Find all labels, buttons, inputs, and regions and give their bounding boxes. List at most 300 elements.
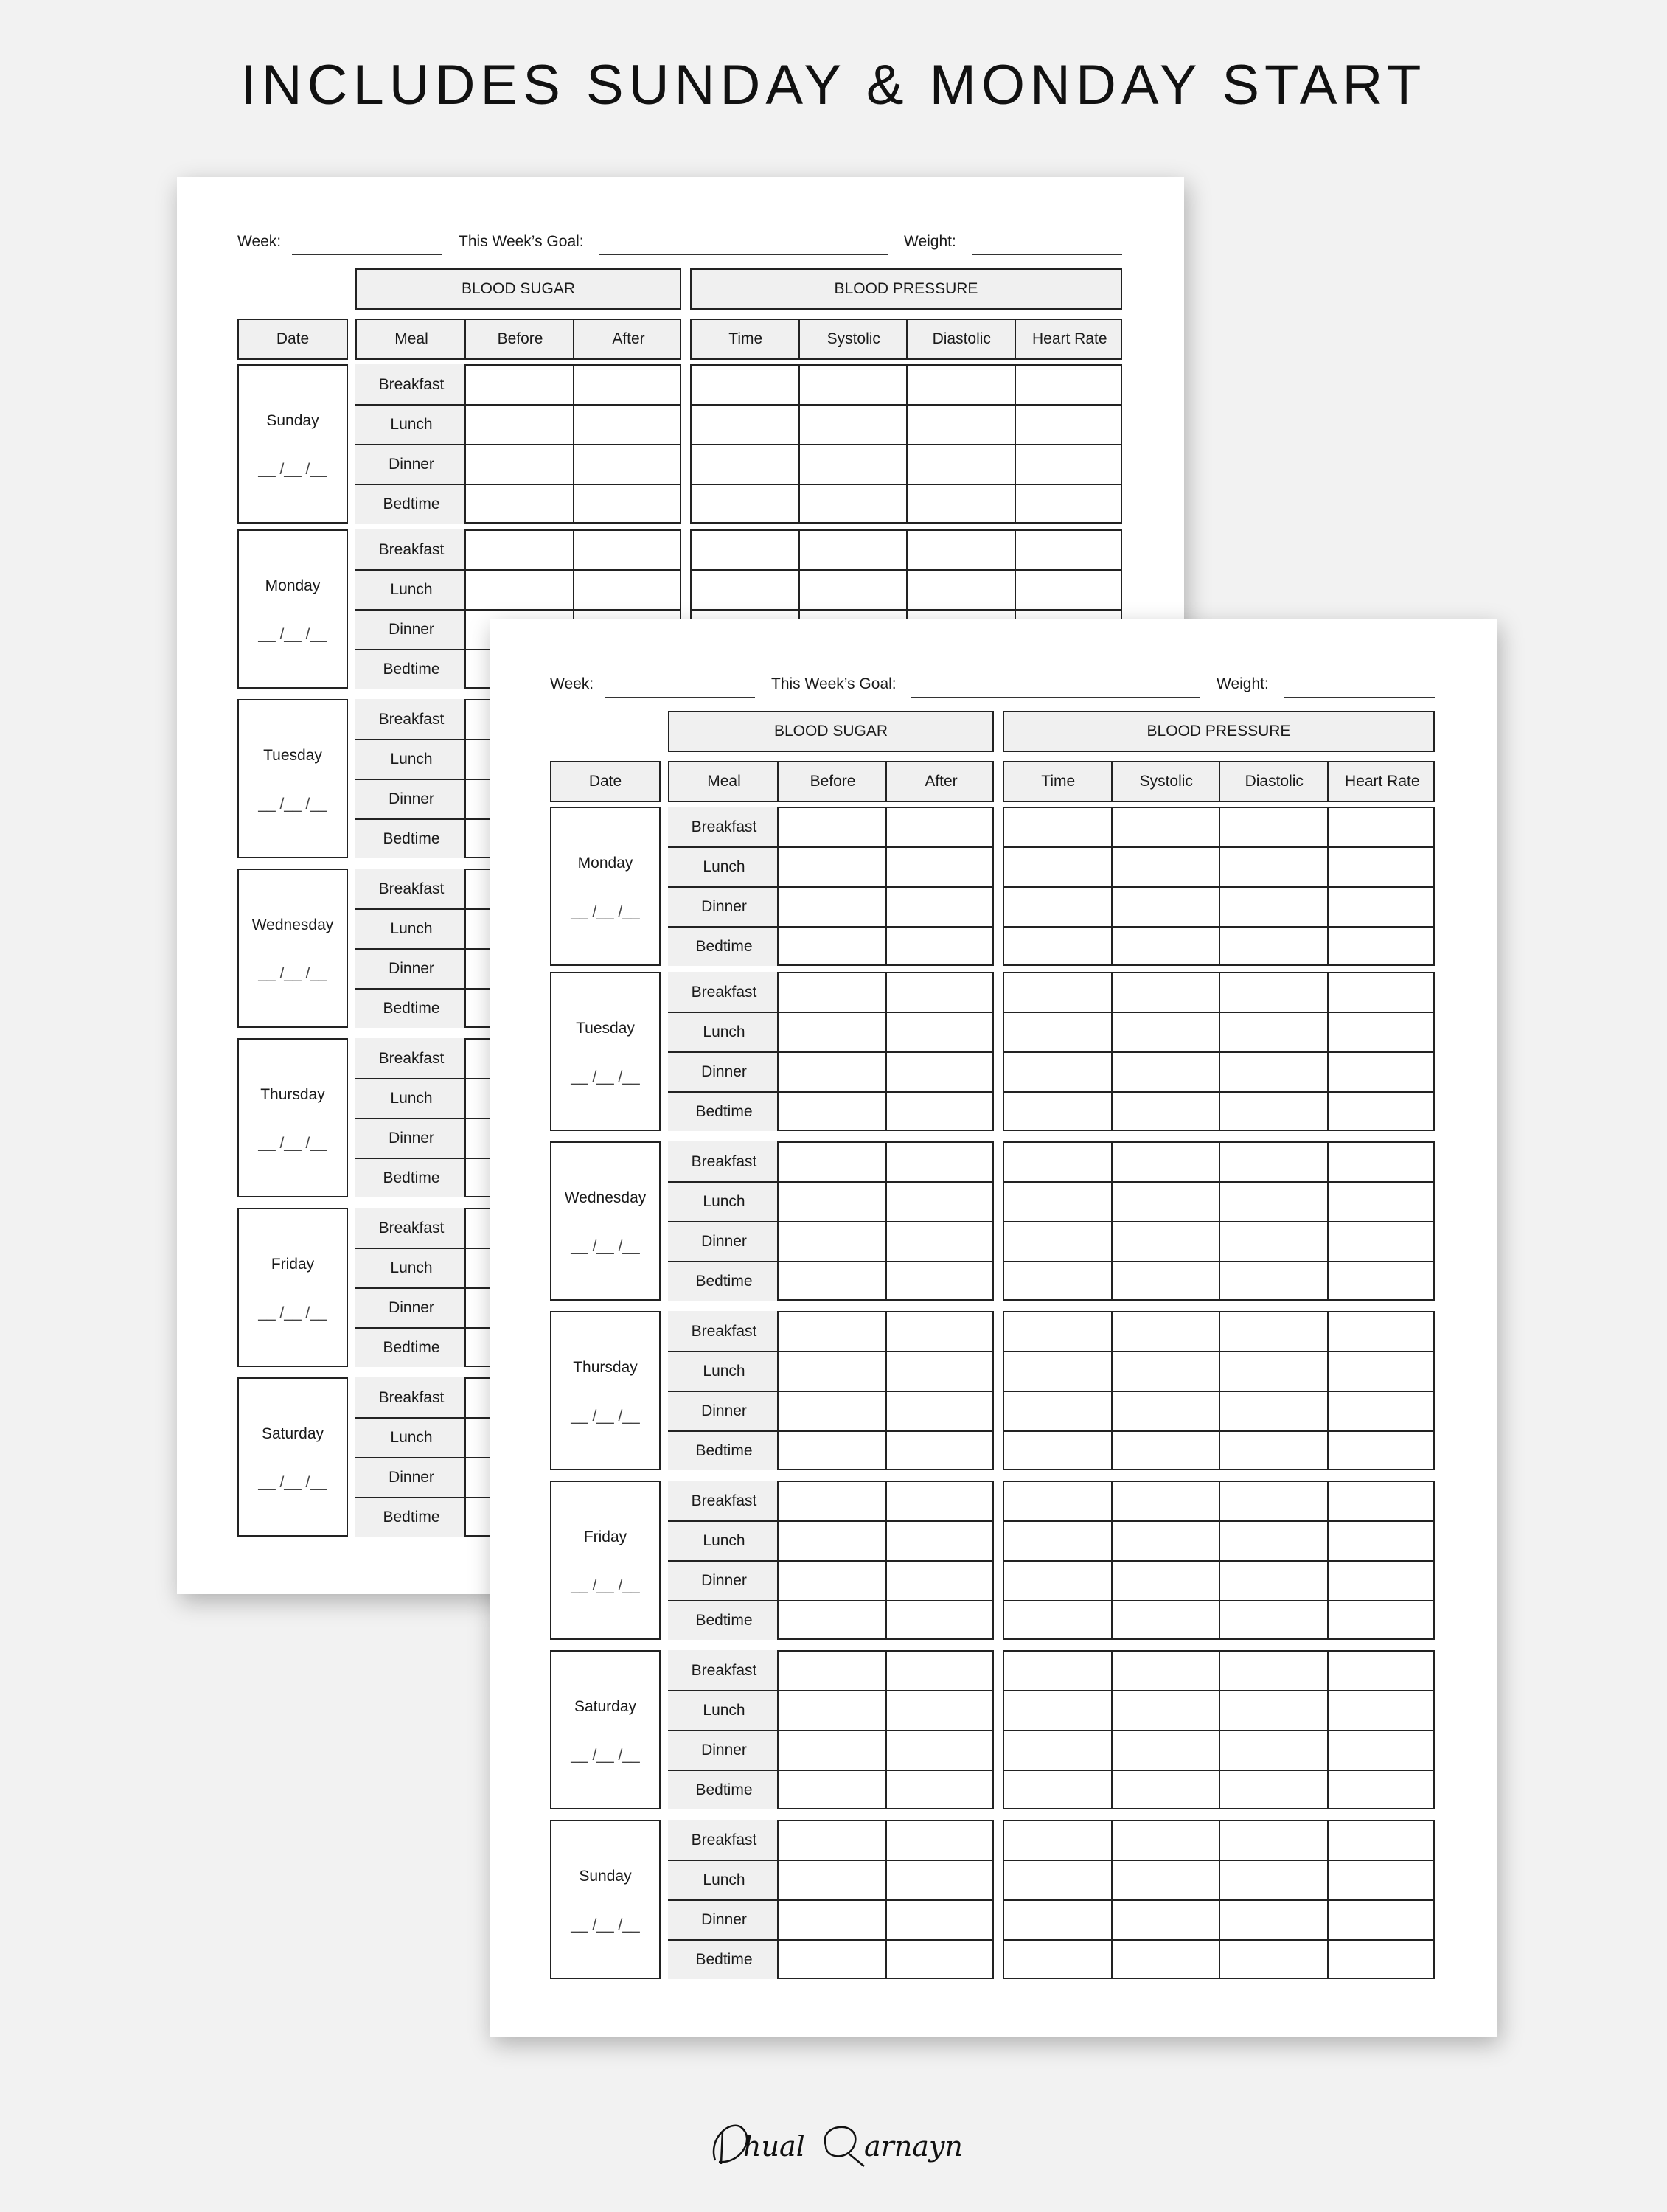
meal-label-text: Dinner — [701, 1742, 747, 1759]
after-cell[interactable] — [887, 1262, 995, 1302]
blood-pressure-cell[interactable] — [1004, 1093, 1113, 1133]
meal-label-lunch — [669, 1183, 779, 1222]
blood-pressure-cell[interactable] — [908, 445, 1016, 485]
blood-pressure-cell[interactable] — [1113, 1222, 1221, 1262]
blood-pressure-cell[interactable] — [1004, 1392, 1113, 1432]
before-cell[interactable] — [779, 1941, 887, 1980]
blood-pressure-cell[interactable] — [1004, 1691, 1113, 1731]
blood-pressure-cell[interactable] — [1220, 848, 1329, 888]
after-cell[interactable] — [887, 1093, 995, 1133]
before-cell[interactable] — [779, 1771, 887, 1811]
day-label: Sunday — [266, 412, 319, 429]
blood-pressure-cell[interactable] — [1220, 1601, 1329, 1641]
column-divider — [885, 1820, 887, 1979]
blood-pressure-cell[interactable] — [1113, 1652, 1221, 1691]
blood-pressure-cell[interactable] — [908, 366, 1016, 406]
meal-label-text: Bedtime — [383, 1000, 440, 1017]
blood-pressure-cell[interactable] — [1220, 1183, 1329, 1222]
blood-pressure-cell[interactable] — [692, 531, 800, 571]
meal-label-dinner — [357, 611, 466, 650]
blood-pressure-cell[interactable] — [1004, 1143, 1113, 1183]
goal-field[interactable] — [911, 697, 1200, 698]
blood-pressure-cell[interactable] — [1113, 928, 1221, 967]
blood-pressure-cell[interactable] — [1113, 973, 1221, 1013]
after-cell[interactable] — [887, 1821, 995, 1861]
date-placeholder[interactable]: __ /__ /__ — [571, 903, 640, 920]
blood-pressure-cell[interactable] — [1329, 1562, 1437, 1601]
before-cell[interactable] — [466, 485, 574, 525]
blood-pressure-cell[interactable] — [1004, 1013, 1113, 1053]
blood-pressure-cell[interactable] — [1220, 1941, 1329, 1980]
blood-pressure-cell[interactable] — [1004, 1312, 1113, 1352]
blood-pressure-cell[interactable] — [1220, 1262, 1329, 1302]
meal-label-bedtime — [669, 1093, 779, 1133]
column-divider — [1111, 1141, 1113, 1301]
day-label: Monday — [577, 855, 633, 872]
blood-pressure-cell[interactable] — [1113, 1183, 1221, 1222]
blood-pressure-block-friday — [1003, 1481, 1435, 1640]
blood-pressure-cell[interactable] — [1113, 1312, 1221, 1352]
blood-pressure-cell[interactable] — [1329, 973, 1437, 1013]
date-placeholder[interactable]: __ /__ /__ — [258, 1474, 327, 1491]
column-header-heart-rate — [1329, 762, 1437, 801]
blood-pressure-cell[interactable] — [692, 485, 800, 525]
blood-pressure-cell[interactable] — [1004, 928, 1113, 967]
day-date-cell-tuesday[interactable] — [237, 699, 348, 858]
blood-pressure-cell[interactable] — [1329, 1522, 1437, 1562]
column-divider — [777, 1481, 779, 1640]
blood-pressure-cell[interactable] — [1004, 808, 1113, 848]
blood-pressure-cell[interactable] — [1329, 1432, 1437, 1472]
column-header-text: Meal — [394, 330, 428, 347]
blood-pressure-cell[interactable] — [1113, 1691, 1221, 1731]
row-divider — [668, 1690, 994, 1691]
blood-pressure-cell[interactable] — [1220, 1562, 1329, 1601]
before-cell[interactable] — [779, 1821, 887, 1861]
blood-pressure-cell[interactable] — [1329, 1093, 1437, 1133]
blood-pressure-cell[interactable] — [1329, 1601, 1437, 1641]
weight-field[interactable] — [972, 254, 1122, 255]
meal-label-text: Dinner — [701, 1063, 747, 1080]
column-header-meal — [669, 762, 779, 801]
after-cell[interactable] — [887, 1432, 995, 1472]
blood-pressure-cell[interactable] — [1113, 1432, 1221, 1472]
day-label: Thursday — [573, 1359, 638, 1376]
blood-pressure-cell[interactable] — [1220, 1522, 1329, 1562]
row-divider — [668, 1012, 994, 1013]
weight-field[interactable] — [1284, 697, 1435, 698]
before-cell[interactable] — [779, 1312, 887, 1352]
after-cell[interactable] — [887, 1601, 995, 1641]
after-cell[interactable] — [887, 1053, 995, 1093]
before-cell[interactable] — [779, 1601, 887, 1641]
blood-pressure-cell[interactable] — [1016, 366, 1124, 406]
blood-pressure-cell[interactable] — [1004, 1861, 1113, 1901]
blood-pressure-cell[interactable] — [1329, 1222, 1437, 1262]
after-cell[interactable] — [574, 485, 683, 525]
column-divider — [464, 1038, 466, 1197]
before-cell[interactable] — [779, 1432, 887, 1472]
after-cell[interactable] — [887, 1183, 995, 1222]
column-divider — [777, 1141, 779, 1301]
blood-pressure-cell[interactable] — [1113, 808, 1221, 848]
blood-pressure-cell[interactable] — [1113, 1941, 1221, 1980]
column-divider — [464, 319, 466, 360]
blood-sugar-heading — [355, 268, 681, 310]
header-fields — [237, 233, 1122, 262]
goal-field[interactable] — [599, 254, 888, 255]
before-cell[interactable] — [779, 1731, 887, 1771]
before-cell[interactable] — [779, 1183, 887, 1222]
blood-pressure-cell[interactable] — [1329, 1312, 1437, 1352]
blood-pressure-cell[interactable] — [1220, 928, 1329, 967]
blood-pressure-cell[interactable] — [1220, 1352, 1329, 1392]
blood-pressure-cell[interactable] — [1220, 1432, 1329, 1472]
column-header-after — [574, 320, 683, 358]
column-divider — [777, 972, 779, 1131]
blood-pressure-cell[interactable] — [1004, 1901, 1113, 1941]
blood-pressure-cell[interactable] — [1113, 1562, 1221, 1601]
meal-label-text: Bedtime — [695, 1781, 753, 1798]
after-cell[interactable] — [887, 1222, 995, 1262]
day-date-cell-thursday[interactable] — [550, 1311, 661, 1470]
column-divider — [885, 972, 887, 1131]
meal-label-text: Breakfast — [378, 541, 445, 558]
meal-label-dinner — [669, 1901, 779, 1941]
before-cell[interactable] — [779, 1143, 887, 1183]
blood-pressure-cell[interactable] — [1329, 1691, 1437, 1731]
blood-pressure-cell[interactable] — [1329, 1821, 1437, 1861]
blood-pressure-cell[interactable] — [800, 406, 908, 445]
blood-pressure-cell[interactable] — [1113, 1482, 1221, 1522]
meal-label-breakfast — [669, 1821, 779, 1861]
day-date-cell-monday[interactable] — [237, 529, 348, 689]
blood-pressure-cell[interactable] — [1004, 1222, 1113, 1262]
blood-pressure-cell[interactable] — [1113, 1262, 1221, 1302]
blood-pressure-cell[interactable] — [1220, 1731, 1329, 1771]
column-divider — [1327, 1141, 1329, 1301]
blood-pressure-cell[interactable] — [1004, 1262, 1113, 1302]
meal-label-bedtime — [357, 1329, 466, 1368]
blood-pressure-cell[interactable] — [692, 366, 800, 406]
meal-label-text: Breakfast — [691, 984, 757, 1001]
column-divider — [1219, 1141, 1220, 1301]
blood-pressure-cell[interactable] — [1004, 1183, 1113, 1222]
before-cell[interactable] — [779, 1262, 887, 1302]
after-cell[interactable] — [887, 1861, 995, 1901]
blood-pressure-cell[interactable] — [1004, 1482, 1113, 1522]
blood-pressure-cell[interactable] — [1004, 1432, 1113, 1472]
blood-pressure-cell[interactable] — [1329, 1392, 1437, 1432]
before-cell[interactable] — [779, 1352, 887, 1392]
date-placeholder[interactable]: __ /__ /__ — [571, 1577, 640, 1594]
before-cell[interactable] — [779, 1482, 887, 1522]
after-cell[interactable] — [887, 1352, 995, 1392]
blood-pressure-cell[interactable] — [1329, 1652, 1437, 1691]
row-divider — [668, 1600, 994, 1601]
meal-label-text: Lunch — [390, 1090, 433, 1107]
after-cell[interactable] — [887, 848, 995, 888]
before-cell[interactable] — [779, 1392, 887, 1432]
blood-pressure-cell[interactable] — [1329, 1771, 1437, 1811]
day-date-cell-thursday[interactable] — [237, 1038, 348, 1197]
blood-pressure-cell[interactable] — [1329, 1941, 1437, 1980]
row-divider — [355, 609, 681, 611]
meal-label-breakfast — [669, 973, 779, 1013]
after-cell[interactable] — [887, 1013, 995, 1053]
blood-pressure-cell[interactable] — [1220, 1093, 1329, 1133]
after-cell[interactable] — [887, 1771, 995, 1811]
blood-pressure-cell[interactable] — [908, 406, 1016, 445]
blood-pressure-cell[interactable] — [1113, 1601, 1221, 1641]
date-placeholder[interactable]: __ /__ /__ — [258, 965, 327, 982]
svg-text:hual: hual — [743, 2130, 805, 2163]
blood-pressure-cell[interactable] — [1220, 1652, 1329, 1691]
blood-pressure-cell[interactable] — [1220, 1013, 1329, 1053]
blood-pressure-cell[interactable] — [1113, 848, 1221, 888]
day-date-cell-friday[interactable] — [237, 1208, 348, 1367]
column-divider — [1327, 1481, 1329, 1640]
blood-pressure-cell[interactable] — [1004, 1652, 1113, 1691]
blood-pressure-cell[interactable] — [1113, 1731, 1221, 1771]
blood-pressure-cell[interactable] — [1113, 888, 1221, 928]
blood-pressure-cell[interactable] — [692, 445, 800, 485]
blood-pressure-cell[interactable] — [1113, 1821, 1221, 1861]
day-date-cell-tuesday[interactable] — [550, 972, 661, 1131]
date-placeholder[interactable]: __ /__ /__ — [258, 796, 327, 813]
column-header-text: Heart Rate — [1344, 773, 1420, 790]
blood-pressure-cell[interactable] — [1329, 1262, 1437, 1302]
blood-pressure-cell[interactable] — [1220, 808, 1329, 848]
blood-pressure-cell[interactable] — [1004, 973, 1113, 1013]
blood-pressure-cell[interactable] — [1113, 1522, 1221, 1562]
date-placeholder[interactable]: __ /__ /__ — [258, 461, 327, 478]
before-cell[interactable] — [466, 406, 574, 445]
blood-pressure-cell[interactable] — [1329, 1143, 1437, 1183]
blood-pressure-cell[interactable] — [1220, 1312, 1329, 1352]
day-date-cell-wednesday[interactable] — [550, 1141, 661, 1301]
blood-pressure-cell[interactable] — [1220, 1143, 1329, 1183]
blood-pressure-cell[interactable] — [1329, 1731, 1437, 1771]
blood-pressure-cell[interactable] — [1004, 1522, 1113, 1562]
before-cell[interactable] — [779, 808, 887, 848]
svg-text:arnayn: arnayn — [864, 2130, 963, 2163]
blood-pressure-cell[interactable] — [1113, 1013, 1221, 1053]
after-cell[interactable] — [574, 531, 683, 571]
date-placeholder[interactable]: __ /__ /__ — [571, 1408, 640, 1425]
meal-label-lunch — [669, 1352, 779, 1392]
after-cell[interactable] — [887, 1731, 995, 1771]
row-divider — [668, 1560, 994, 1562]
blood-pressure-cell[interactable] — [1004, 1821, 1113, 1861]
date-placeholder[interactable]: __ /__ /__ — [571, 1916, 640, 1933]
blood-pressure-cell[interactable] — [1329, 1901, 1437, 1941]
blood-pressure-cell[interactable] — [1004, 1562, 1113, 1601]
date-placeholder[interactable]: __ /__ /__ — [571, 1747, 640, 1764]
meal-label-text: Breakfast — [378, 1220, 445, 1237]
after-cell[interactable] — [574, 366, 683, 406]
before-cell[interactable] — [779, 1522, 887, 1562]
blood-pressure-cell[interactable] — [1220, 1392, 1329, 1432]
day-date-cell-monday[interactable] — [550, 807, 661, 966]
blood-pressure-cell[interactable] — [1004, 1601, 1113, 1641]
before-cell[interactable] — [779, 848, 887, 888]
before-cell[interactable] — [466, 445, 574, 485]
column-header-date — [550, 761, 661, 802]
before-cell[interactable] — [779, 1901, 887, 1941]
blood-pressure-cell[interactable] — [1220, 1222, 1329, 1262]
blood-pressure-cell[interactable] — [908, 531, 1016, 571]
blood-pressure-cell[interactable] — [1016, 406, 1124, 445]
date-placeholder[interactable]: __ /__ /__ — [258, 626, 327, 643]
before-cell[interactable] — [779, 1222, 887, 1262]
blood-pressure-cell[interactable] — [692, 571, 800, 611]
after-cell[interactable] — [887, 808, 995, 848]
blood-pressure-cell[interactable] — [1113, 1143, 1221, 1183]
before-cell[interactable] — [779, 973, 887, 1013]
blood-pressure-cell[interactable] — [1113, 1771, 1221, 1811]
after-cell[interactable] — [887, 1312, 995, 1352]
after-cell[interactable] — [887, 1562, 995, 1601]
blood-pressure-cell[interactable] — [1220, 1482, 1329, 1522]
blood-pressure-cell[interactable] — [1220, 973, 1329, 1013]
day-date-cell-saturday[interactable] — [550, 1650, 661, 1809]
after-cell[interactable] — [887, 888, 995, 928]
blood-pressure-cell[interactable] — [800, 485, 908, 525]
week-label: Week: — [237, 233, 282, 250]
row-divider — [668, 1770, 994, 1771]
date-placeholder[interactable]: __ /__ /__ — [258, 1304, 327, 1321]
week-field[interactable] — [292, 254, 442, 255]
row-divider — [668, 1351, 994, 1352]
before-cell[interactable] — [779, 888, 887, 928]
after-cell[interactable] — [887, 1901, 995, 1941]
before-cell[interactable] — [466, 571, 574, 611]
brand-signature-logo — [700, 2109, 966, 2175]
after-cell[interactable] — [887, 1143, 995, 1183]
after-cell[interactable] — [887, 973, 995, 1013]
blood-pressure-cell[interactable] — [1329, 1053, 1437, 1093]
day-date-cell-sunday[interactable] — [237, 364, 348, 524]
before-cell[interactable] — [779, 1562, 887, 1601]
blood-pressure-cell[interactable] — [1113, 1352, 1221, 1392]
blood-pressure-cell[interactable] — [1016, 531, 1124, 571]
before-cell[interactable] — [779, 1861, 887, 1901]
blood-pressure-cell[interactable] — [1220, 1053, 1329, 1093]
meal-label-text: Dinner — [389, 790, 434, 807]
blood-pressure-cell[interactable] — [1113, 1861, 1221, 1901]
before-cell[interactable] — [466, 531, 574, 571]
column-divider — [1327, 761, 1329, 802]
blood-pressure-cell[interactable] — [1016, 445, 1124, 485]
blood-pressure-cell[interactable] — [1113, 1901, 1221, 1941]
blood-pressure-cell[interactable] — [1329, 1861, 1437, 1901]
blood-pressure-cell[interactable] — [1329, 1013, 1437, 1053]
after-cell[interactable] — [574, 406, 683, 445]
blood-pressure-cell[interactable] — [1220, 1861, 1329, 1901]
blood-pressure-cell[interactable] — [1004, 888, 1113, 928]
blood-pressure-cell[interactable] — [1329, 848, 1437, 888]
blood-pressure-cell[interactable] — [1113, 1093, 1221, 1133]
before-cell[interactable] — [779, 1093, 887, 1133]
date-placeholder[interactable]: __ /__ /__ — [258, 1135, 327, 1152]
blood-pressure-cell[interactable] — [1220, 1771, 1329, 1811]
after-cell[interactable] — [887, 1941, 995, 1980]
blood-pressure-column-headers — [1003, 761, 1435, 802]
before-cell[interactable] — [779, 1013, 887, 1053]
before-cell[interactable] — [779, 928, 887, 967]
blood-pressure-cell[interactable] — [1329, 888, 1437, 928]
blood-pressure-cell[interactable] — [1016, 485, 1124, 525]
blood-pressure-cell[interactable] — [1329, 1352, 1437, 1392]
blood-pressure-cell[interactable] — [1329, 1183, 1437, 1222]
blood-pressure-cell[interactable] — [1220, 1901, 1329, 1941]
blood-pressure-cell[interactable] — [1004, 1731, 1113, 1771]
blood-pressure-cell[interactable] — [800, 366, 908, 406]
day-label: Saturday — [261, 1425, 324, 1442]
blood-pressure-cell[interactable] — [1220, 1821, 1329, 1861]
after-cell[interactable] — [574, 571, 683, 611]
day-date-cell-sunday[interactable] — [550, 1820, 661, 1979]
blood-pressure-cell[interactable] — [1004, 1053, 1113, 1093]
day-date-cell-friday[interactable] — [550, 1481, 661, 1640]
date-placeholder[interactable]: __ /__ /__ — [571, 1068, 640, 1085]
after-cell[interactable] — [574, 445, 683, 485]
blood-pressure-cell[interactable] — [800, 445, 908, 485]
after-cell[interactable] — [887, 1652, 995, 1691]
meal-label-bedtime — [357, 485, 466, 525]
after-cell[interactable] — [887, 928, 995, 967]
before-cell[interactable] — [466, 366, 574, 406]
blood-pressure-cell[interactable] — [1329, 808, 1437, 848]
day-date-cell-wednesday[interactable] — [237, 869, 348, 1028]
blood-pressure-cell[interactable] — [1004, 1771, 1113, 1811]
blood-pressure-cell[interactable] — [692, 406, 800, 445]
blood-pressure-cell[interactable] — [1016, 571, 1124, 611]
blood-pressure-cell[interactable] — [1113, 1053, 1221, 1093]
blood-pressure-cell[interactable] — [1004, 1941, 1113, 1980]
meal-label-text: Dinner — [701, 1402, 747, 1419]
column-divider — [1219, 1650, 1220, 1809]
day-date-cell-saturday[interactable] — [237, 1377, 348, 1537]
blood-pressure-cell[interactable] — [1113, 1392, 1221, 1432]
blood-pressure-cell[interactable] — [1220, 888, 1329, 928]
before-cell[interactable] — [779, 1691, 887, 1731]
before-cell[interactable] — [779, 1652, 887, 1691]
week-field[interactable] — [605, 697, 755, 698]
blood-pressure-cell[interactable] — [1329, 1482, 1437, 1522]
after-cell[interactable] — [887, 1392, 995, 1432]
blood-pressure-cell[interactable] — [1004, 1352, 1113, 1392]
column-header-time — [1004, 762, 1113, 801]
blood-pressure-cell[interactable] — [908, 485, 1016, 525]
blood-pressure-cell[interactable] — [908, 571, 1016, 611]
blood-pressure-cell[interactable] — [800, 571, 908, 611]
date-placeholder[interactable]: __ /__ /__ — [571, 1238, 640, 1255]
row-divider — [668, 846, 994, 848]
blood-pressure-cell[interactable] — [800, 531, 908, 571]
meal-label-text: Lunch — [703, 1363, 745, 1380]
after-cell[interactable] — [887, 1482, 995, 1522]
blood-pressure-cell[interactable] — [1004, 848, 1113, 888]
before-cell[interactable] — [779, 1053, 887, 1093]
after-cell[interactable] — [887, 1522, 995, 1562]
column-divider — [885, 1311, 887, 1470]
after-cell[interactable] — [887, 1691, 995, 1731]
blood-pressure-cell[interactable] — [1220, 1691, 1329, 1731]
blood-pressure-cell[interactable] — [1329, 928, 1437, 967]
day-label: Friday — [271, 1256, 315, 1273]
